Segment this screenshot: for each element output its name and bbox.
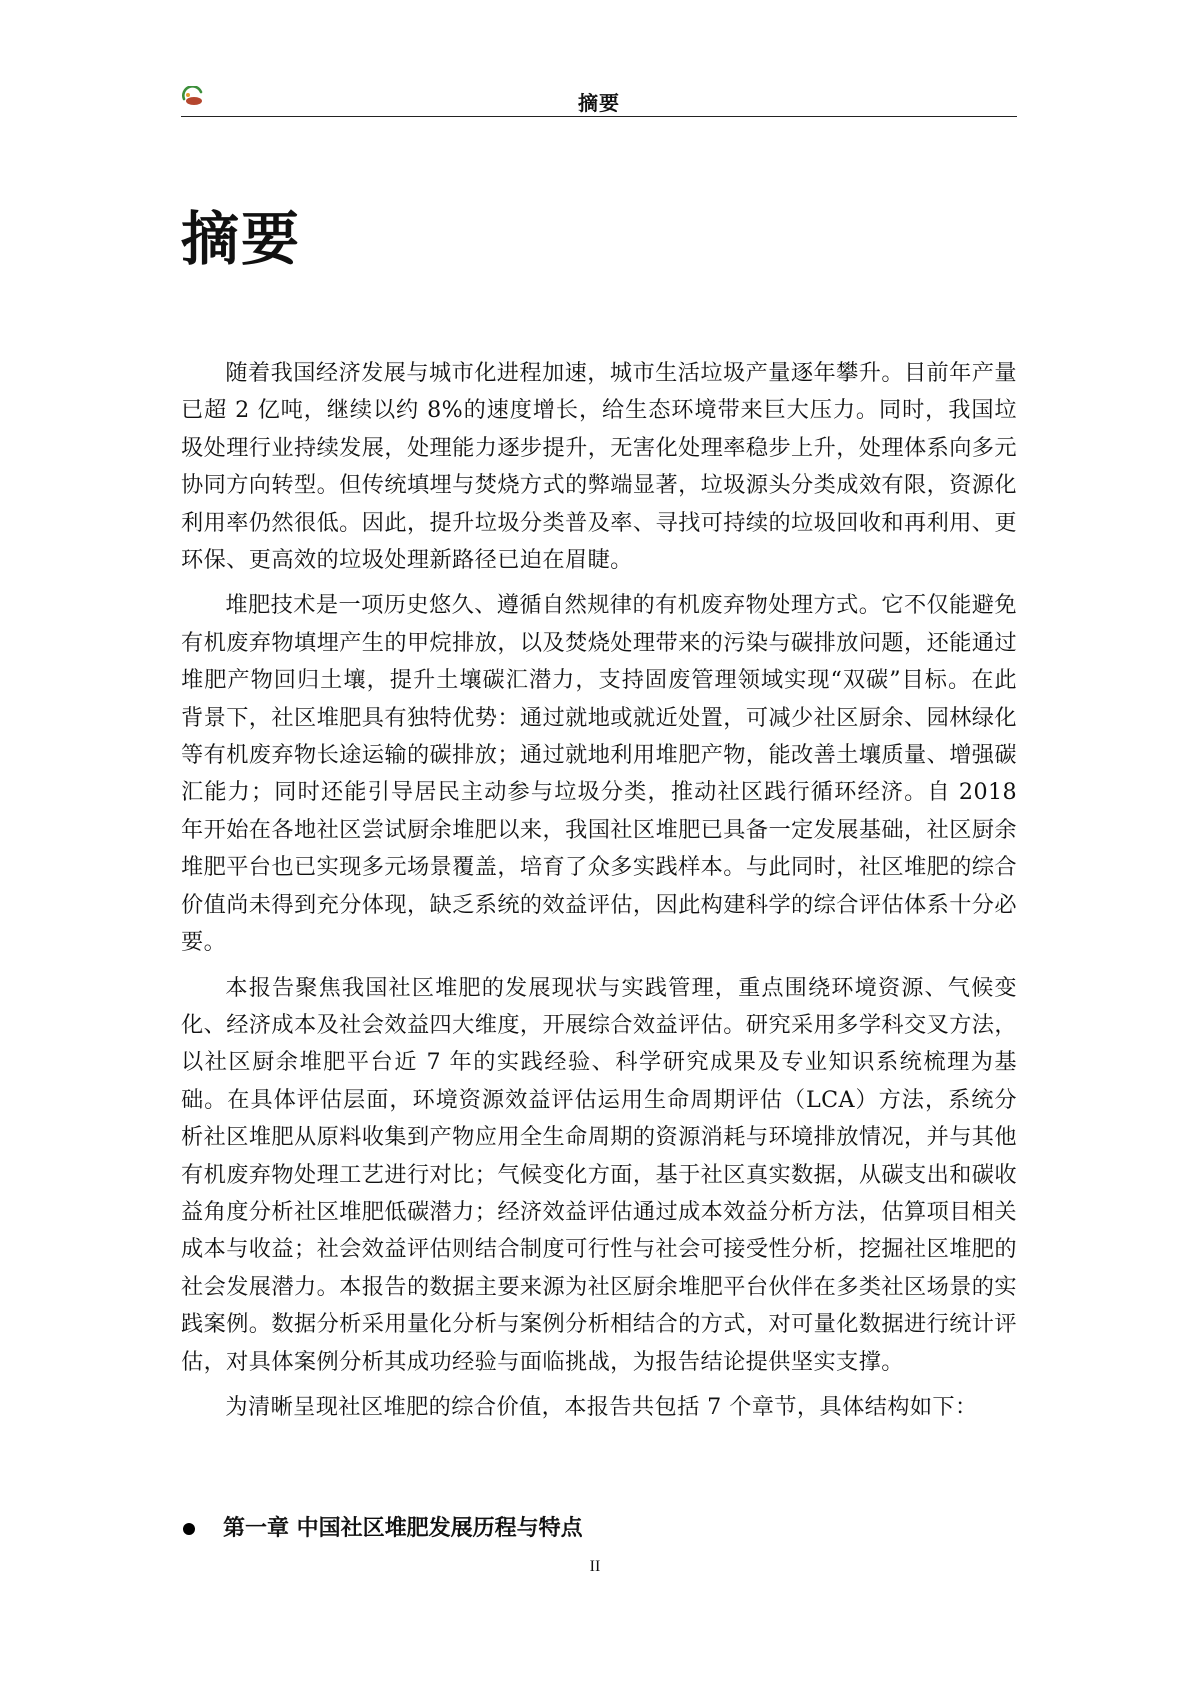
page-header <box>181 84 1017 117</box>
page-number: II <box>589 1558 601 1575</box>
paragraph: 堆肥技术是一项历史悠久、遵循自然规律的有机废弃物处理方式。它不仅能避免有机废弃物填埋产生的甲烷排放，以及焚烧处理带来的污染与碳排放问题，还能通过堆肥产物回归土壤，提升土壤碳汇潜力，支持固废管理领域实现“双碳”目标。在此背景下，社区堆肥具有独特优势：通过就地或就近处置，可减少社区厨余、园林绿化等有机废弃物长途运输的碳排放；通过就地利用堆肥产物，能改善土壤质量、增强碳汇能力；同时还能引导居民主动参与垃圾分类，推动社区践行循环经济。自 2018 年开始在各地社区尝试厨余堆肥以来，我国社区堆肥已具备一定发展基础，社区厨余堆肥平台也已实现多元场景覆盖，培育了众多实践样本。与此同时，社区堆肥的综合价值尚未得到充分体现，缺乏系统的效益评估，因此构建科学的综合评估体系十分必要。 <box>181 592 1017 956</box>
bullet-icon <box>183 1523 195 1535</box>
abstract-body <box>181 355 1017 1434</box>
paragraph: 随着我国经济发展与城市化进程加速，城市生活垃圾产量逐年攀升。目前年产量已超 2 亿吨，继续以约 8%的速度增长，给生态环境带来巨大压力。同时，我国垃圾处理行业持续发展，处理能力逐步提升，无害化处理率稳步上升，处理体系向多元协同方向转型。但传统填埋与焚烧方式的弊端显著，垃圾源头分类成效有限，资源化利用率仍然很低。因此，提升垃圾分类普及率、寻找可持续的垃圾回收和再利用、更环保、更高效的垃圾处理新路径已迫在眉睫。 <box>181 360 1017 574</box>
paragraph: 本报告聚焦我国社区堆肥的发展现状与实践管理，重点围绕环境资源、气候变化、经济成本及社会效益四大维度，开展综合效益评估。研究采用多学科交叉方法，以社区厨余堆肥平台近 7 年的实践经验、科学研究成果及专业知识系统梳理为基础。在具体评估层面，环境资源效益评估运用生命周期评估（LCA）方法，系统分析社区堆肥从原料收集到产物应用全生命周期的资源消耗与环境排放情况，并与其他有机废弃物处理工艺进行对比；气候变化方面，基于社区真实数据，从碳支出和碳收益角度分析社区堆肥低碳潜力；经济效益评估通过成本效益分析方法，估算项目相关成本与收益；社会效益评估则结合制度可行性与社会可接受性分析，挖掘社区堆肥的社会发展潜力。本报告的数据主要来源为社区厨余堆肥平台伙伴在多类社区场景的实践案例。数据分析采用量化分析与案例分析相结合的方式，对可量化数据进行统计评估，对具体案例分析其成功经验与面临挑战，为报告结论提供坚实支撑。 <box>181 974 1017 1375</box>
chapter-label: 第一章 中国社区堆肥发展历程与特点 <box>223 1516 583 1541</box>
chapter-list-item <box>181 1512 1017 1546</box>
header-title: 摘要 <box>578 91 620 115</box>
paragraph: 为清晰呈现社区堆肥的综合价值，本报告共包括 7 个章节，具体结构如下： <box>225 1393 978 1420</box>
page-title: 摘要 <box>181 205 302 273</box>
